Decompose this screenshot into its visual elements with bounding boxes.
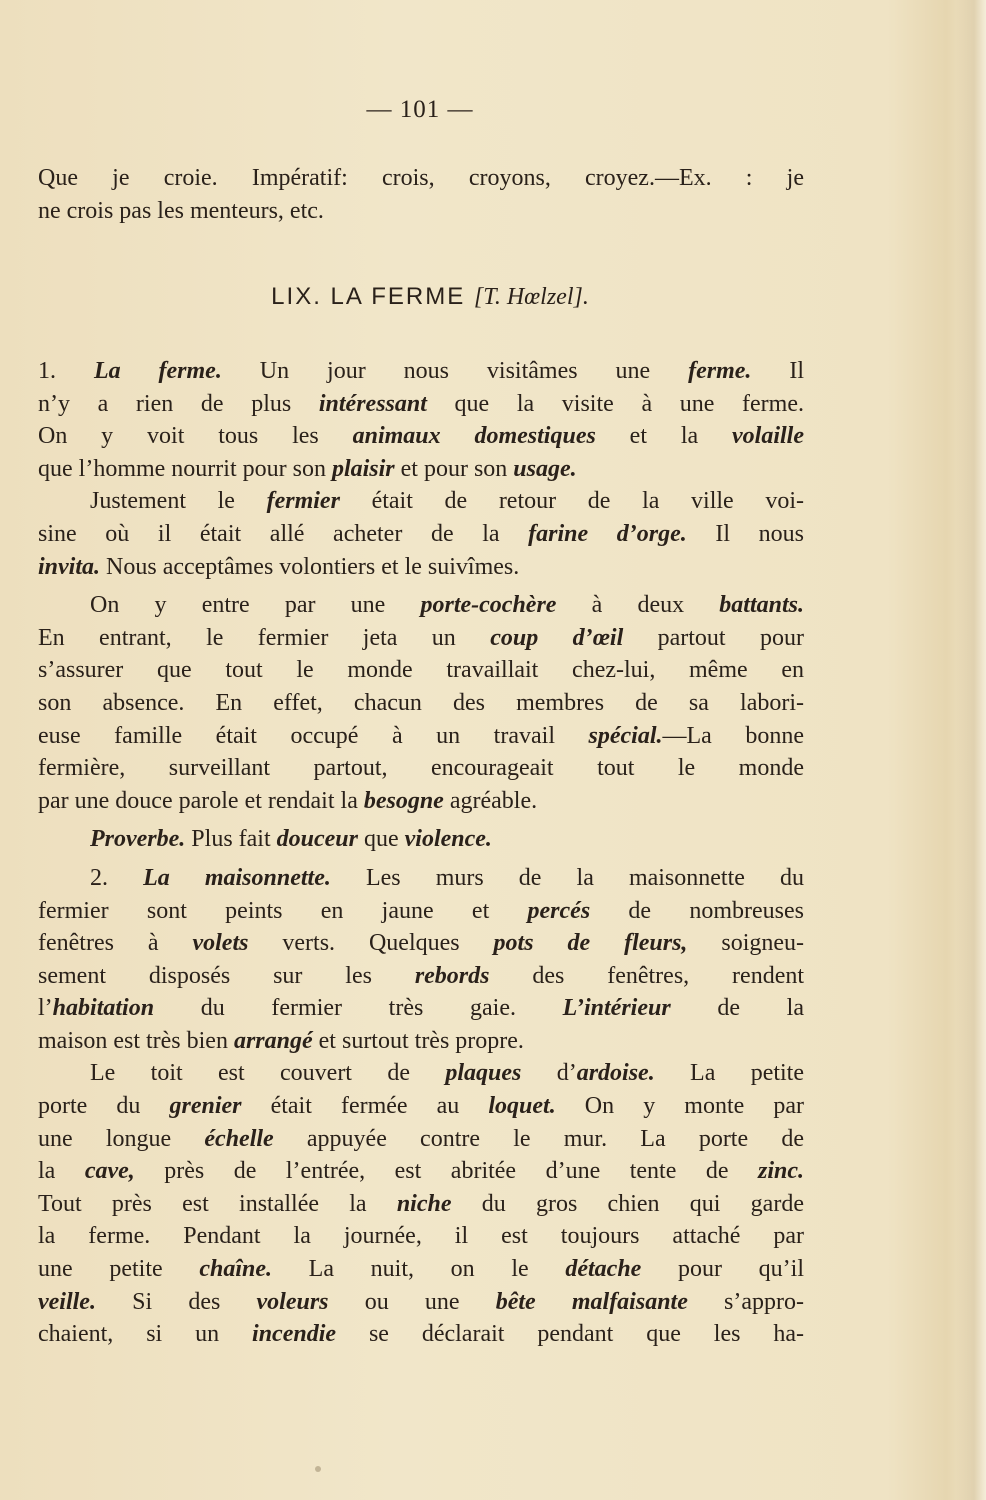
text-run: que: [357, 826, 405, 853]
text-run: Nous acceptâmes volontiers et le suivîmes.: [100, 553, 520, 580]
text-run: fermière, surveillant partout, encourageait tout le monde: [38, 755, 804, 782]
body-line: [38, 622, 804, 655]
body-line: [38, 551, 804, 584]
body-line: [38, 589, 804, 622]
text-run: On y monte par: [555, 1093, 805, 1120]
text-run: n’y a rien de plus: [38, 390, 319, 417]
body-line: [38, 752, 804, 785]
italic-term: volaille: [732, 423, 804, 450]
italic-term: plaques: [445, 1060, 522, 1087]
section-title-label: LIX. LA FERME: [271, 283, 474, 310]
text-run: partout pour: [623, 624, 804, 651]
text-run: chaient, si un: [38, 1321, 253, 1348]
text-run: s’assurer que tout le monde travaillait chez-lui, même en: [38, 657, 804, 684]
text-run: En entrant, le fermier jeta un: [38, 624, 491, 651]
italic-term: coup d’œil: [490, 624, 624, 651]
text-run: pour qu’il: [641, 1256, 804, 1283]
italic-term: arrangé: [233, 1027, 313, 1054]
body-line: [38, 1220, 804, 1253]
body-line: [38, 927, 804, 960]
italic-term: incendie: [252, 1321, 337, 1348]
body-line: [38, 720, 804, 753]
body-line: [38, 1155, 804, 1188]
text-run: du gros chien qui garde: [451, 1190, 804, 1217]
italic-term: habitation: [52, 995, 155, 1022]
text-run: et surtout très propre.: [312, 1027, 524, 1054]
body-line: [38, 485, 804, 518]
text-run: 1.: [38, 358, 94, 384]
body-line: [38, 420, 804, 453]
italic-term: zinc.: [757, 1158, 804, 1185]
text-run: soigneu-: [687, 930, 805, 957]
italic-term: pots de fleurs,: [493, 930, 688, 957]
italic-term: volets: [192, 930, 249, 957]
body-line: [38, 388, 804, 421]
italic-term: ferme.: [688, 358, 752, 384]
italic-term: percés: [527, 897, 591, 924]
text-run: Le toit est couvert de: [90, 1060, 446, 1087]
italic-term: détache: [565, 1256, 642, 1283]
text-run: des fenêtres, rendent: [489, 962, 805, 989]
italic-term: niche: [396, 1190, 452, 1217]
text-run: porte du: [38, 1093, 170, 1120]
body-line: [38, 823, 804, 856]
text-run: Tout près est installée la: [38, 1190, 397, 1217]
text-run: sement disposés sur les: [38, 962, 415, 989]
body-line: [38, 1253, 804, 1286]
paper-speck: [315, 1466, 321, 1472]
text-run: Justement le: [90, 488, 267, 515]
section-title-author: [T. Hœlzel].: [473, 284, 589, 310]
text-run: d’: [521, 1060, 577, 1087]
text-run: l’: [38, 995, 53, 1022]
body-line: [38, 355, 804, 388]
text-run: fenêtres à: [38, 930, 193, 957]
text-run: la ferme. Pendant la journée, il est toujours attaché par: [38, 1223, 804, 1250]
text-run: euse famille était occupé à un travail: [38, 722, 589, 749]
text-run: était de retour de la ville voi-: [339, 488, 804, 515]
text-run: —La bonne: [662, 722, 804, 749]
body-line: [38, 862, 804, 895]
text-run: par une douce parole et rendait la: [38, 787, 364, 814]
page-edge-shadow: [956, 0, 986, 1500]
intro-line-1: Que je croie. Impératif: crois, croyons, croyez.—Ex. : je: [38, 165, 804, 191]
italic-term: spécial.: [588, 722, 663, 749]
body-line: [38, 992, 804, 1025]
text-run: et pour son: [394, 455, 514, 482]
text-run: Les murs de la maisonnette du: [330, 864, 805, 891]
body-line: [38, 1025, 804, 1058]
text-run: Il: [751, 358, 805, 384]
body-line: [38, 1090, 804, 1123]
italic-term: cave,: [84, 1158, 135, 1185]
text-run: Il nous: [686, 520, 805, 547]
italic-term: usage.: [513, 455, 577, 482]
body-line: [38, 654, 804, 687]
text-run: et la: [595, 423, 733, 450]
text-run: du fermier très gaie.: [154, 995, 563, 1022]
body-line: [38, 1123, 804, 1156]
text-run: Un jour nous visitâmes une: [221, 358, 689, 384]
text-run: La petite: [654, 1060, 804, 1087]
text-run: 2.: [90, 864, 144, 891]
italic-term: L’intérieur: [562, 995, 671, 1022]
body-line: [38, 1188, 804, 1221]
body-line: [38, 785, 804, 818]
text-run: de la: [670, 995, 804, 1022]
body-line: [38, 1286, 804, 1319]
italic-term: échelle: [204, 1125, 274, 1152]
body-line: [38, 1318, 804, 1351]
text-run: à deux: [556, 592, 720, 619]
text-run: La nuit, on le: [271, 1256, 566, 1283]
text-run: se déclarait pendant que les ha-: [336, 1321, 804, 1348]
body-line: [38, 518, 804, 551]
section-title: [0, 283, 860, 311]
text-run: fermier sont peints en jaune et: [38, 897, 528, 924]
text-run: verts. Quelques: [248, 930, 494, 957]
text-run: de nombreuses: [590, 897, 804, 924]
page-number: — 101 —: [366, 96, 474, 123]
text-run: On y voit tous les: [38, 423, 353, 450]
italic-term: rebords: [414, 962, 490, 989]
text-run: Plus fait: [185, 826, 277, 853]
italic-term: plaisir: [331, 455, 395, 482]
italic-term: ardoise.: [576, 1060, 655, 1087]
text-run: que la visite à une ferme.: [426, 390, 804, 417]
text-run: agréable.: [443, 787, 538, 814]
text-run: maison est très bien: [38, 1027, 234, 1054]
text-run: la: [38, 1158, 85, 1185]
text-run: que l’homme nourrit pour son: [38, 455, 332, 482]
italic-term: Proverbe.: [90, 826, 186, 853]
italic-term: La maisonnette.: [143, 864, 331, 891]
body-line: [38, 960, 804, 993]
text-run: s’appro-: [687, 1288, 805, 1315]
italic-term: douceur: [276, 826, 358, 853]
text-run: On y entre par une: [90, 592, 421, 619]
italic-term: bête malfaisante: [495, 1288, 688, 1315]
italic-term: veille.: [38, 1288, 96, 1315]
body-line: [38, 453, 804, 486]
italic-term: loquet.: [488, 1093, 556, 1120]
italic-term: invita.: [38, 553, 101, 580]
body-line: [38, 895, 804, 928]
italic-term: farine d’orge.: [528, 520, 687, 547]
body-line: [38, 1057, 804, 1090]
text-run: appuyée contre le mur. La porte de: [273, 1125, 804, 1152]
italic-term: porte-cochère: [420, 592, 557, 619]
text-run: Si des: [95, 1288, 257, 1315]
italic-term: animaux domestiques: [352, 423, 596, 450]
italic-term: voleurs: [256, 1288, 329, 1315]
italic-term: violence.: [404, 826, 492, 853]
italic-term: La ferme.: [93, 358, 222, 384]
lesson-body: [38, 355, 804, 1351]
body-line: [38, 687, 804, 720]
italic-term: intéressant: [318, 390, 427, 417]
text-run: sine où il était allé acheter de la: [38, 520, 529, 547]
italic-term: besogne: [363, 787, 444, 814]
text-run: une petite: [38, 1256, 200, 1283]
italic-term: battants.: [719, 592, 804, 619]
text-run: ou une: [328, 1288, 496, 1315]
text-run: était fermée au: [241, 1093, 489, 1120]
text-run: près de l’entrée, est abritée d’une tente de: [134, 1158, 758, 1185]
intro-paragraph: [38, 162, 804, 227]
italic-term: chaîne.: [199, 1256, 272, 1283]
italic-term: fermier: [266, 488, 340, 515]
text-run: une longue: [38, 1125, 205, 1152]
intro-line-2: ne crois pas les menteurs, etc.: [38, 197, 324, 224]
italic-term: grenier: [169, 1093, 242, 1120]
text-run: son absence. En effet, chacun des membres de sa labori-: [38, 689, 804, 716]
